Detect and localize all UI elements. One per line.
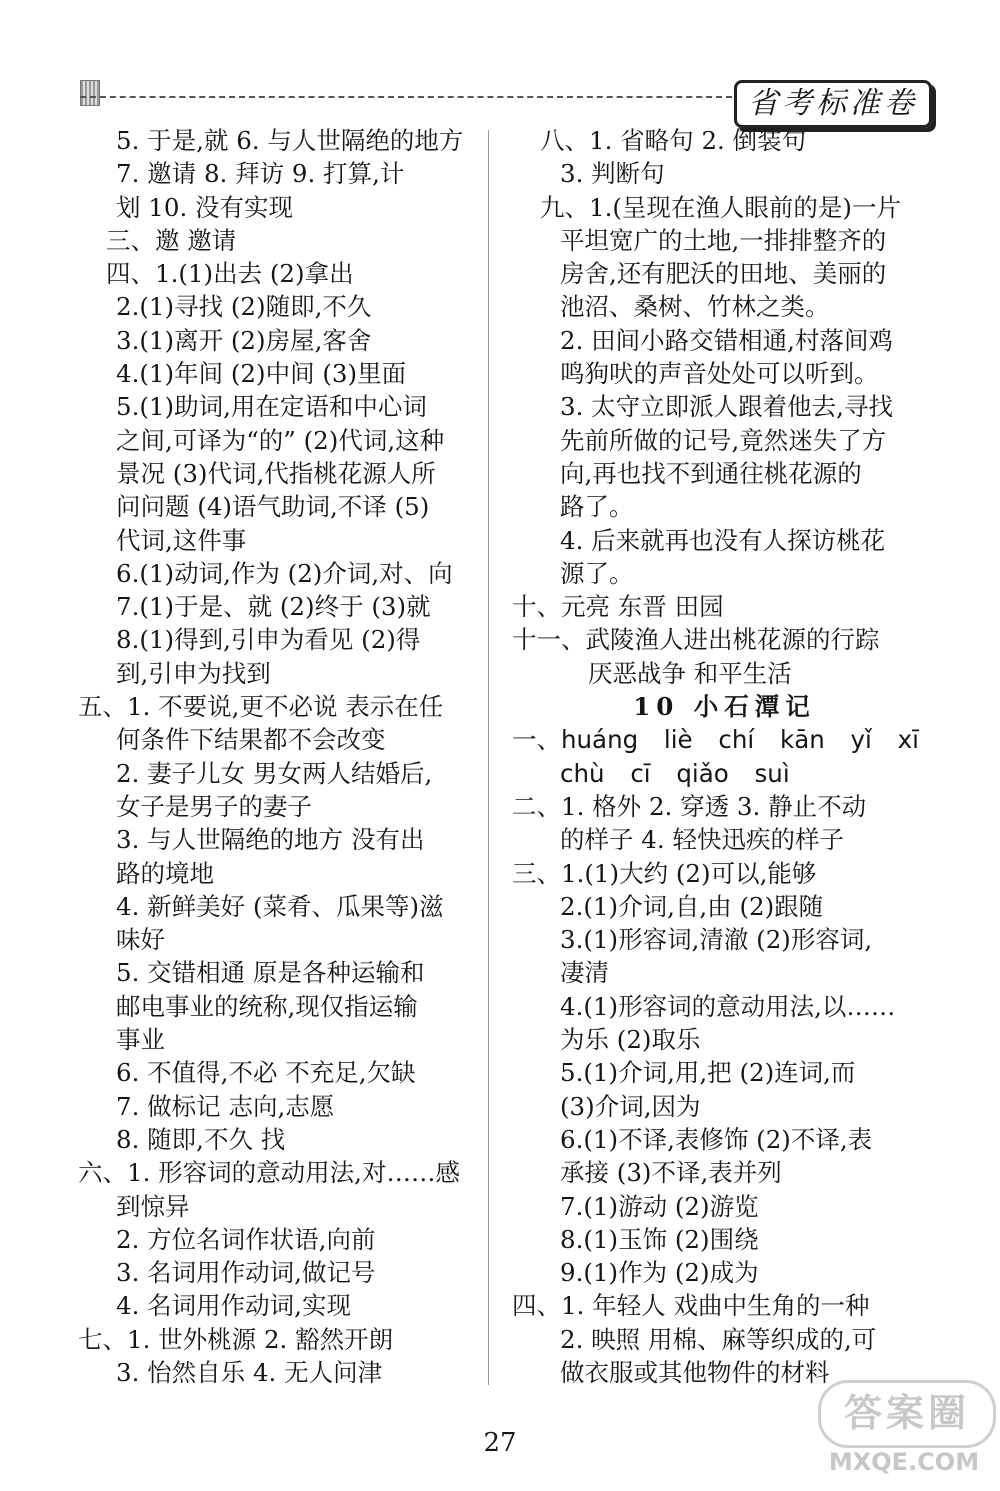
watermark xyxy=(818,1380,990,1485)
watermark-url: MXQE.COM xyxy=(828,1448,980,1476)
answer-line: 5.(1)助词,用在定语和中心词 xyxy=(116,392,427,422)
answer-line: 3. 名词用作动词,做记号 xyxy=(116,1258,376,1288)
answer-line: 九、1.(呈现在渔人眼前的是)一片 xyxy=(540,192,901,222)
answer-line: 4.(1)形容词的意动用法,以…… xyxy=(560,991,896,1021)
answer-line: 邮电事业的统称,现仅指运输 xyxy=(116,991,418,1021)
answer-line: 路的境地 xyxy=(116,858,214,888)
watermark-logo: 答案圈 xyxy=(818,1380,996,1448)
answer-line: 三、邀 邀请 xyxy=(106,225,237,255)
answer-line: 9.(1)作为 (2)成为 xyxy=(560,1258,759,1288)
answer-line: 7. 做标记 志向,志愿 xyxy=(116,1091,335,1121)
answer-line: 代词,这件事 xyxy=(116,525,247,555)
answer-line: 6.(1)不译,表修饰 (2)不译,表 xyxy=(560,1124,873,1154)
answer-line: 7.(1)游动 (2)游览 xyxy=(560,1191,759,1221)
answer-line: 8. 随即,不久 找 xyxy=(116,1124,286,1154)
answer-line: 四、1.(1)出去 (2)拿出 xyxy=(106,259,354,289)
answer-line: 8.(1)玉饰 (2)围绕 xyxy=(560,1224,759,1254)
answer-line: 景况 (3)代词,代指桃花源人所 xyxy=(116,458,436,488)
answer-line: 源了。 xyxy=(560,558,634,588)
answer-line: 10 小石潭记 xyxy=(633,692,816,722)
answer-line: 3. 判断句 xyxy=(560,159,665,189)
answer-line: 厌恶战争 和平生活 xyxy=(588,658,792,688)
header-title-badge: 省考标准卷 xyxy=(734,80,932,128)
header-ornament xyxy=(80,80,100,106)
answer-line: 池沼、桑树、竹林之类。 xyxy=(560,292,830,322)
answer-line: 5.(1)介词,用,把 (2)连词,而 xyxy=(560,1058,856,1088)
answer-line: 到惊异 xyxy=(116,1191,190,1221)
answer-line: 事业 xyxy=(116,1025,165,1055)
answer-line: 4. 名词用作动词,实现 xyxy=(116,1291,351,1321)
answer-line: 2.(1)介词,自,由 (2)跟随 xyxy=(560,891,824,921)
answer-line: 女子是男子的妻子 xyxy=(116,791,312,821)
answer-line: 3.(1)离开 (2)房屋,客舍 xyxy=(116,325,372,355)
answer-line: 的样子 4. 轻快迅疾的样子 xyxy=(560,825,844,855)
answer-line: 为乐 (2)取乐 xyxy=(560,1025,701,1055)
answer-line: 到,引申为找到 xyxy=(116,658,271,688)
page-number: 27 xyxy=(483,1428,517,1458)
answer-line: 十一、武陵渔人进出桃花源的行踪 xyxy=(512,625,880,655)
left-column xyxy=(78,124,483,1389)
answer-line: 十、元亮 东晋 田园 xyxy=(512,592,724,622)
right-column xyxy=(512,124,937,1389)
answer-line: 划 10. 没有实现 xyxy=(116,192,294,222)
answer-line: 鸣狗吠的声音处处可以听到。 xyxy=(560,359,879,389)
header-dashed-rule xyxy=(80,96,732,98)
answer-line: 何条件下结果都不会改变 xyxy=(116,725,386,755)
answer-line: 2. 映照 用棉、麻等织成的,可 xyxy=(560,1324,877,1354)
answer-line: 四、1. 年轻人 戏曲中生角的一种 xyxy=(512,1291,870,1321)
answer-line: 一、huáng liè chí kān yǐ xī xyxy=(512,725,919,755)
answer-line: 3.(1)形容词,清澈 (2)形容词, xyxy=(560,925,873,955)
answer-line: 6.(1)动词,作为 (2)介词,对、向 xyxy=(116,558,453,588)
answer-line: 4. 新鲜美好 (菜肴、瓜果等)滋 xyxy=(116,891,444,921)
answer-line: (3)介词,因为 xyxy=(560,1091,701,1121)
answer-line: 之间,可译为“的” (2)代词,这种 xyxy=(116,425,445,455)
answer-line: 二、1. 格外 2. 穿透 3. 静止不动 xyxy=(512,791,867,821)
answer-line: 2. 妻子儿女 男女两人结婚后, xyxy=(116,758,433,788)
answer-line: 向,再也找不到通往桃花源的 xyxy=(560,458,862,488)
answer-line: 5. 于是,就 6. 与人世隔绝的地方 xyxy=(116,126,464,155)
answer-line: 五、1. 不要说,更不必说 表示在任 xyxy=(78,692,444,722)
answer-line: 先前所做的记号,竟然迷失了方 xyxy=(560,425,887,455)
answer-line: 6. 不值得,不必 不充足,欠缺 xyxy=(116,1058,416,1088)
answer-line: 平坦宽广的土地,一排排整齐的 xyxy=(560,225,887,255)
answer-line: 2.(1)寻找 (2)随即,不久 xyxy=(116,292,372,322)
answer-line: 5. 交错相通 原是各种运输和 xyxy=(116,958,425,988)
answer-line: 2. 田间小路交错相通,村落间鸡 xyxy=(560,325,893,355)
answer-line: 8.(1)得到,引申为看见 (2)得 xyxy=(116,625,421,655)
column-divider xyxy=(488,130,489,1385)
answer-line: 八、1. 省略句 2. 倒装句 xyxy=(540,126,807,155)
answer-line: 味好 xyxy=(116,925,165,955)
answer-line: 7. 邀请 8. 拜访 9. 打算,计 xyxy=(116,159,405,189)
answer-line: 3. 怡然自乐 4. 无人问津 xyxy=(116,1357,383,1387)
answer-line: 问问题 (4)语气助词,不译 (5) xyxy=(116,492,430,522)
answer-line: 做衣服或其他物件的材料 xyxy=(560,1357,830,1387)
answer-line: 凄清 xyxy=(560,958,609,988)
answer-line: 承接 (3)不译,表并列 xyxy=(560,1158,782,1188)
answer-line: 3. 太守立即派人跟着他去,寻找 xyxy=(560,392,893,422)
answer-line: 六、1. 形容词的意动用法,对……感 xyxy=(78,1158,460,1188)
answer-line: 七、1. 世外桃源 2. 豁然开朗 xyxy=(78,1324,394,1354)
answer-line: 4.(1)年间 (2)中间 (3)里面 xyxy=(116,359,407,389)
answer-line: 2. 方位名词作状语,向前 xyxy=(116,1224,376,1254)
answer-line: 路了。 xyxy=(560,492,634,522)
answer-line: 4. 后来就再也没有人探访桃花 xyxy=(560,525,886,555)
answer-line: 房舍,还有肥沃的田地、美丽的 xyxy=(560,259,887,289)
answer-line: 三、1.(1)大约 (2)可以,能够 xyxy=(512,858,817,888)
answer-line: chù cī qiǎo suì xyxy=(560,758,790,788)
answer-line: 7.(1)于是、就 (2)终于 (3)就 xyxy=(116,592,431,622)
answer-line: 3. 与人世隔绝的地方 没有出 xyxy=(116,825,425,855)
